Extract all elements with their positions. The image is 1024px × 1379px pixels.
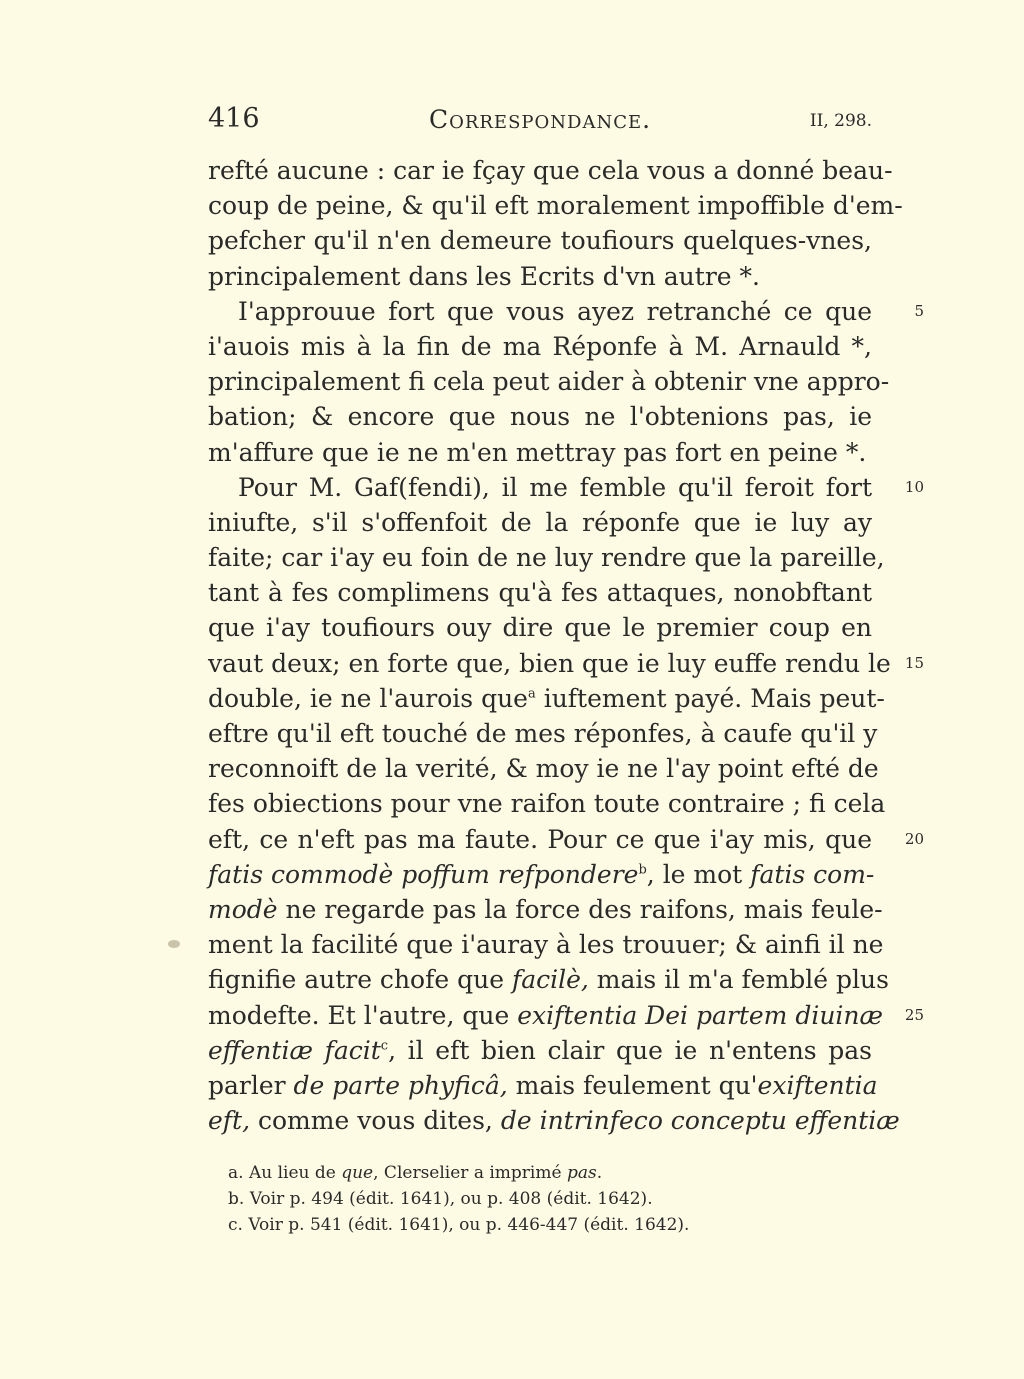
footnote-ref: a [527, 686, 536, 702]
line-text-cont: mais feulement qu' [507, 1070, 758, 1100]
text-line [208, 259, 872, 294]
body-text [208, 153, 924, 1138]
line-text: reconnoift de la verité, & moy ie ne l'ay point efté de [208, 754, 879, 784]
line-text: principalement dans les Ecrits d'vn autre *. [208, 261, 760, 291]
line-text: coup de peine, & qu'il eft moralement impoffible d'em- [208, 191, 903, 221]
line-italic: facilè, [511, 965, 589, 995]
line-italic: modè [208, 894, 278, 924]
line-text: que i'ay toufiours ouy dire que le premier coup en [208, 613, 872, 643]
footnote [228, 1186, 888, 1212]
text-line [208, 716, 878, 751]
text-line [208, 892, 883, 927]
running-title: Correspondance. [428, 105, 652, 134]
line-text: double, ie ne l'aurois que [208, 683, 528, 713]
text-line [208, 857, 875, 892]
text-line [208, 188, 903, 223]
line-text: refté aucune : car ie fçay que cela vous a donné beau- [208, 156, 893, 185]
text-line [208, 1103, 900, 1138]
line-text: i'auois mis à la fin de ma Réponfe à M. Arnauld *, [208, 331, 872, 361]
line-number: 20 [904, 829, 924, 848]
text-line [208, 927, 884, 962]
footnote-text: Voir p. 494 (édit. 1641), ou p. 408 (édit. 1642). [249, 1189, 653, 1209]
footnote-ref: c [380, 1038, 389, 1054]
text-line [208, 575, 872, 610]
paper-spot [168, 940, 180, 948]
line-text: fes obiections pour vne raifon toute contraire ; fi cela [208, 789, 886, 819]
footnote-text: Au lieu de [248, 1163, 342, 1183]
text-line [208, 786, 886, 821]
footnote-ref: b [638, 862, 647, 878]
line-text: I'approuue fort que vous ayez retranché ce que [238, 296, 872, 326]
footnote [228, 1212, 888, 1238]
text-line [208, 1033, 872, 1068]
line-italic: effentiæ facit [208, 1035, 381, 1065]
line-text-cont: ne regarde pas la force des raifons, mais feule- [277, 894, 883, 924]
footnote-text-cont: , Clerselier a imprimé [373, 1163, 567, 1183]
text-line [208, 646, 924, 681]
footnote-label: c. [228, 1215, 243, 1235]
line-text-cont: , le mot [646, 859, 751, 889]
footnotes [228, 1160, 888, 1238]
running-header [208, 103, 872, 143]
text-line [208, 435, 872, 470]
text-line [208, 681, 885, 716]
footnote-italic-cont: pas [566, 1163, 597, 1183]
line-text-cont: , il eft bien clair que ie n'entens pas [388, 1035, 872, 1065]
text-line [208, 329, 872, 364]
text-line [208, 962, 889, 997]
footnote-label: a. [228, 1163, 244, 1183]
text-line [208, 822, 924, 857]
line-text: iniufte, s'il s'offenfoit de la réponfe que ie luy ay [208, 507, 872, 537]
text-line [208, 505, 872, 540]
footnote-text: Voir p. 541 (édit. 1641), ou p. 446-447 (édit. 1642). [248, 1215, 690, 1235]
line-text: ment la facilité que i'auray à les trouuer; & ainfi il ne [208, 930, 884, 960]
text-line [208, 540, 885, 575]
line-italic: de parte phyficâ, [293, 1070, 508, 1100]
footnote-end: . [596, 1163, 603, 1183]
line-text-cont: mais il m'a femblé plus [588, 965, 889, 995]
line-number: 5 [914, 301, 924, 320]
text-line [208, 153, 893, 188]
text-line [208, 399, 872, 434]
line-text: pefcher qu'il n'en demeure toufiours quelques-vnes, [208, 226, 872, 256]
footnote-italic: que [341, 1163, 374, 1183]
line-text: tant à fes complimens qu'à fes attaques, nonobftant [208, 578, 872, 608]
line-text-cont: iuftement payé. Mais peut- [535, 683, 885, 713]
footnote-label: b. [228, 1189, 245, 1209]
text-line [208, 294, 924, 329]
text-line [208, 470, 924, 505]
line-number: 10 [904, 477, 924, 496]
line-number: 25 [904, 1005, 924, 1024]
line-text: bation; & encore que nous ne l'obtenions pas, ie [208, 402, 872, 432]
line-italic: eft, [208, 1106, 251, 1136]
text-line [208, 610, 872, 645]
page-number: 416 [208, 103, 260, 134]
line-text: faite; car i'ay eu foin de ne luy rendre que la pareille, [208, 543, 885, 573]
line-text: Pour M. Gaf(fendi), il me femble qu'il feroit fort [238, 472, 872, 502]
line-text: principalement fi cela peut aider à obtenir vne appro- [208, 367, 890, 397]
text-line [208, 998, 924, 1033]
line-text: fignifie autre chofe que [208, 965, 512, 995]
text-line [208, 751, 879, 786]
text-line [208, 223, 872, 258]
line-italic-cont: fatis com- [750, 859, 875, 889]
line-text: modefte. Et l'autre, que [208, 1000, 518, 1030]
line-italic-cont: exiftentia [757, 1070, 878, 1100]
line-text: eftre qu'il eft touché de mes réponfes, à caufe qu'il y [208, 719, 878, 748]
text-line [208, 364, 890, 399]
footnote [228, 1160, 888, 1186]
line-italic: exiftentia Dei partem diuinæ [517, 1000, 884, 1030]
line-italic: fatis commodè poffum refpondere [208, 859, 639, 889]
line-text: vaut deux; en forte que, bien que ie luy euffe rendu le [208, 648, 891, 678]
line-text: parler [208, 1070, 294, 1100]
line-text: m'affure que ie ne m'en mettray pas fort en peine *. [208, 437, 867, 467]
line-text-cont: comme vous dites, [250, 1106, 501, 1136]
line-italic-cont: de intrinfeco conceptu effentiæ [500, 1106, 900, 1136]
line-number: 15 [904, 653, 924, 672]
volume-reference: II, 298. [809, 111, 872, 131]
text-line [208, 1068, 878, 1103]
line-text: eft, ce n'eft pas ma faute. Pour ce que i'ay mis, que [208, 824, 872, 854]
